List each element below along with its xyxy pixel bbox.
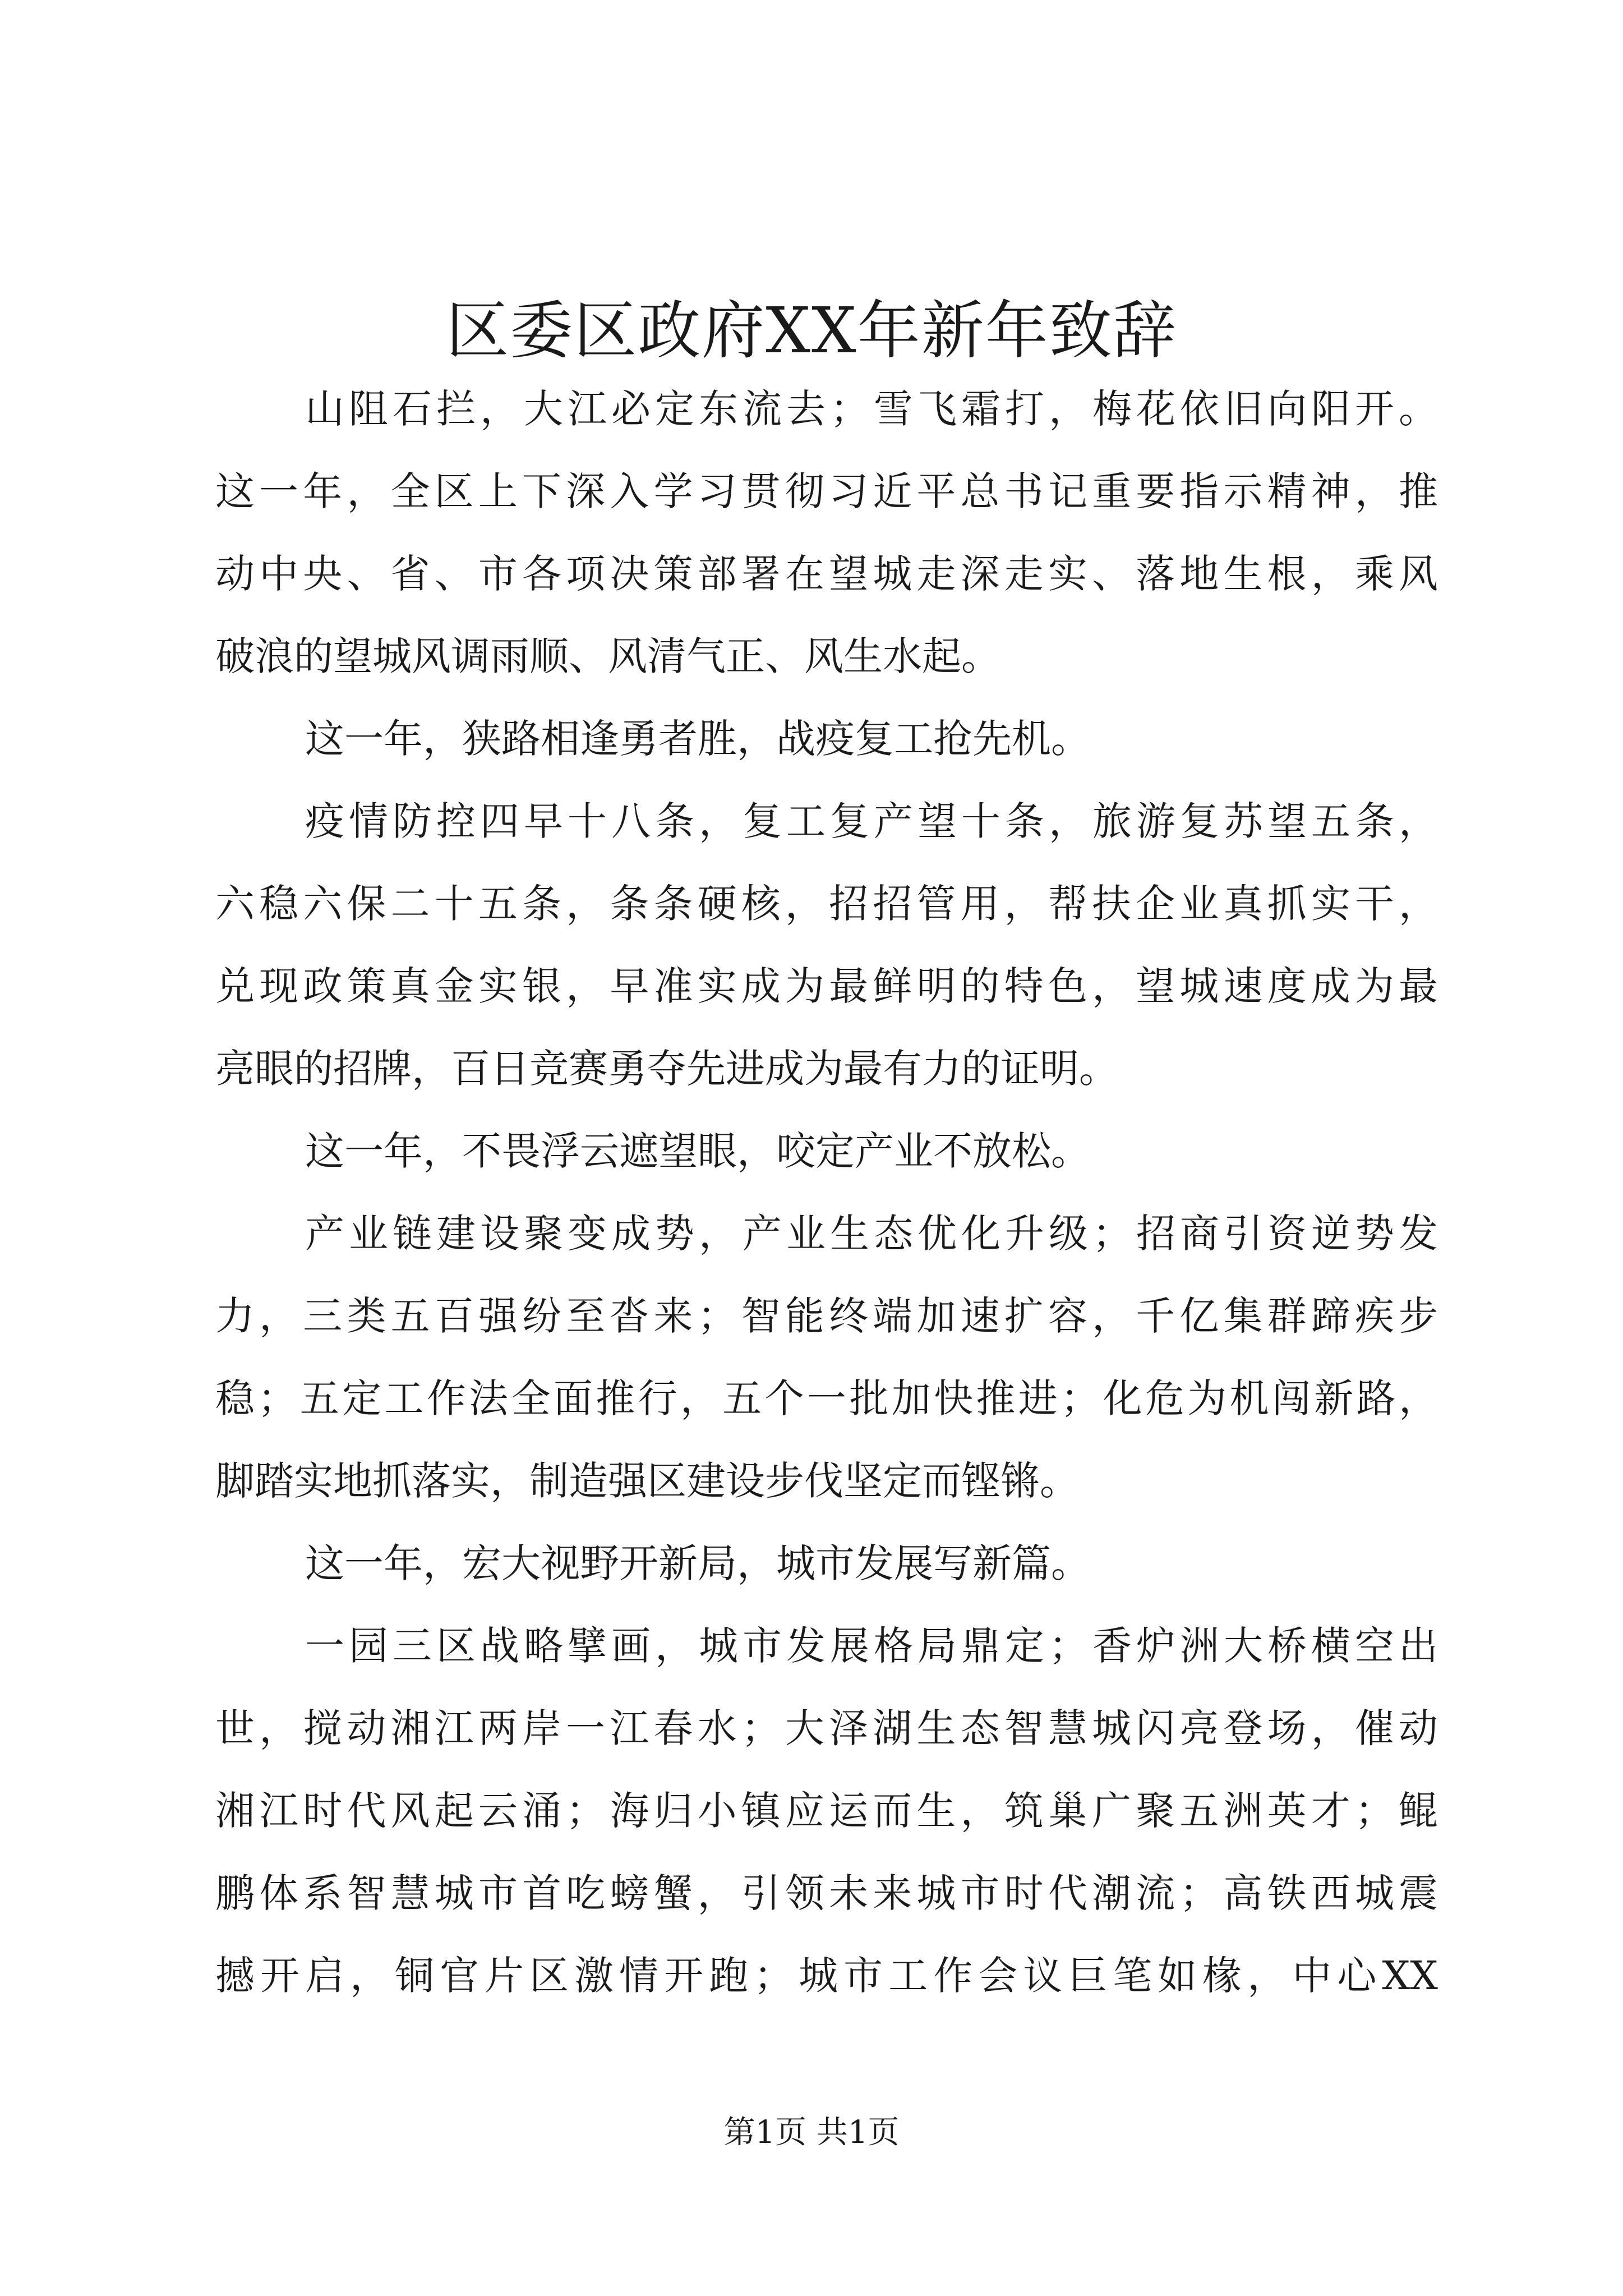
text-line: 动中央、省、市各项决策部署在望城走深走实、落地生根，乘风	[215, 551, 1438, 597]
text-line: 六稳六保二十五条，条条硬核，招招管用，帮扶企业真抓实干，	[215, 881, 1438, 927]
text-line: 力，三类五百强纷至沓来；智能终端加速扩容，千亿集群蹄疾步	[215, 1293, 1438, 1339]
text-line: 这一年，全区上下深入学习贯彻习近平总书记重要指示精神，推	[215, 468, 1438, 514]
text-line: 产业链建设聚变成势，产业生态优化升级；招商引资逆势发	[305, 1211, 1438, 1257]
text-line: 疫情防控四早十八条，复工复产望十条，旅游复苏望五条，	[305, 798, 1438, 844]
text-line: 山阻石拦，大江必定东流去；雪飞霜打，梅花依旧向阳开。	[305, 386, 1438, 432]
text-line: 脚踏实地抓落实，制造强区建设步伐坚定而铿锵。	[215, 1458, 1079, 1504]
document-title: 区委区政府XX年新年致辞	[446, 295, 1177, 367]
page-footer: 第1页 共1页	[723, 2114, 900, 2151]
text-line: 鹏体系智慧城市首吃螃蟹，引领未来城市时代潮流；高铁西城震	[215, 1870, 1438, 1916]
text-line: 这一年，不畏浮云遮望眼，咬定产业不放松。	[305, 1128, 1090, 1174]
text-line: 世，搅动湘江两岸一江春水；大泽湖生态智慧城闪亮登场，催动	[215, 1705, 1438, 1751]
text-line: 这一年，宏大视野开新局，城市发展写新篇。	[305, 1540, 1090, 1586]
document-body	[215, 368, 1438, 2017]
text-line: 这一年，狭路相逢勇者胜，战疫复工抢先机。	[305, 716, 1090, 762]
text-line: 亮眼的招牌，百日竞赛勇夺先进成为最有力的证明。	[215, 1046, 1118, 1092]
text-line: 稳；五定工作法全面推行，五个一批加快推进；化危为机闯新路，	[215, 1375, 1438, 1421]
text-line: 破浪的望城风调雨顺、风清气正、风生水起。	[215, 633, 1000, 679]
text-line: 兑现政策真金实银，早准实成为最鲜明的特色，望城速度成为最	[215, 963, 1438, 1009]
text-line: 撼开启，铜官片区激情开跑；城市工作会议巨笔如椽，中心XX	[215, 1953, 1438, 1999]
text-line: 一园三区战略擘画，城市发展格局鼎定；香炉洲大桥横空出	[305, 1623, 1438, 1669]
text-line: 湘江时代风起云涌；海归小镇应运而生，筑巢广聚五洲英才；鲲	[215, 1788, 1438, 1834]
